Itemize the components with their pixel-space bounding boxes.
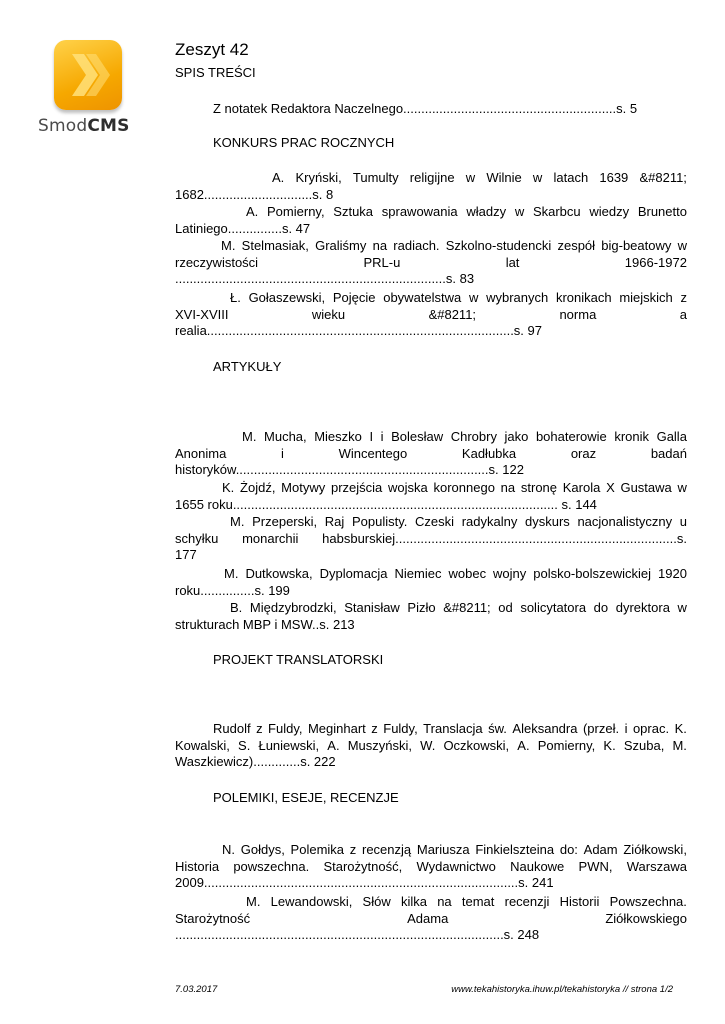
- entry-word: Pomierny,: [267, 204, 325, 219]
- entry-word: na: [372, 238, 388, 253]
- entry-line: [175, 429, 687, 446]
- entry-word: Translacja: [423, 721, 483, 736]
- entry-line: [175, 894, 687, 911]
- entry-word: Stelmasiak,: [241, 238, 309, 253]
- entry-word: Naukowe: [510, 858, 565, 874]
- entry-last-line: Latiniego...............s. 47: [175, 220, 311, 236]
- entry-word: Fuldy,: [268, 721, 303, 736]
- entry-word: Raj: [324, 514, 345, 529]
- entry-word: z: [349, 842, 357, 857]
- entry-word: Ł.: [230, 290, 241, 305]
- entry-word: od: [498, 600, 513, 615]
- entry-word: wojny: [493, 566, 527, 581]
- entry-line: [175, 738, 687, 755]
- entry-word: radiach.: [393, 238, 440, 253]
- entry-word: M.: [246, 894, 261, 909]
- section-heading-polemiki: POLEMIKI, ESEJE, RECENZJE: [213, 790, 399, 805]
- entry-word: (przeł.: [582, 721, 620, 736]
- entry-word: zespół: [557, 238, 596, 253]
- entry-word: Powszechna.: [609, 894, 687, 909]
- entry-last-line: realia.....................................................................................s. 97: [175, 323, 542, 338]
- entry-word: Aleksandra: [512, 721, 578, 736]
- entry-line: [175, 600, 687, 617]
- entry-word: A.: [246, 204, 259, 219]
- entry-last-line: 2009.......................................................................................s. 241: [175, 875, 554, 890]
- entry-word: habsburskiej..............................................................................s.: [322, 530, 687, 546]
- toc-entry: [175, 429, 687, 479]
- entry-line: [175, 307, 687, 324]
- entry-word: recenzją: [361, 842, 412, 857]
- entry-word: X: [606, 480, 615, 495]
- entry-word: K.: [603, 737, 616, 753]
- entry-word: latach: [553, 170, 589, 185]
- entry-word: Starożytność: [175, 910, 251, 926]
- entry-word: Słów: [362, 894, 391, 909]
- entry-word: Brunetto: [637, 204, 687, 219]
- entry-word: Starożytność,: [323, 858, 403, 874]
- entry-word: Sztuka: [333, 204, 374, 219]
- entry-word: S.: [238, 737, 251, 753]
- toc-entry: [175, 170, 687, 203]
- entry-word: Niemiec: [394, 566, 442, 581]
- entry-word: sprawowania: [381, 204, 458, 219]
- entry-word: PWN,: [578, 858, 613, 874]
- entry-line: [175, 290, 687, 307]
- section-heading-artykuly: ARTYKUŁY: [213, 359, 282, 374]
- entry-word: M.: [230, 514, 245, 529]
- entry-word: Pomierny,: [537, 737, 596, 753]
- entry-line: [175, 238, 687, 255]
- entry-word: Wydawnictwo: [416, 858, 496, 874]
- entry-word: W.: [420, 737, 436, 753]
- entry-word: monarchii: [242, 530, 299, 546]
- entry-line: [175, 514, 687, 531]
- entry-word: Chrobry: [450, 429, 497, 444]
- entry-line: [175, 911, 687, 928]
- entry-word: Dyplomacja: [319, 566, 388, 581]
- entry-word: Warszawa: [626, 858, 687, 874]
- entry-word: badań: [650, 445, 687, 461]
- entry-word: B.: [230, 600, 243, 615]
- entry-word: 1966-1972: [624, 254, 687, 270]
- entry-word: I: [369, 429, 374, 444]
- entry-word: oprac.: [632, 721, 670, 736]
- entry-word: Żojdź,: [240, 480, 276, 495]
- entry-word: św.: [488, 721, 507, 736]
- entry-word: do: [593, 600, 609, 615]
- entry-word: w: [514, 204, 525, 219]
- entry-last-line: historyków......................................................................s. 122: [175, 462, 524, 477]
- entry-word: Tumulty: [352, 170, 399, 185]
- footer-source: www.tekahistoryka.ihuw.pl/tekahistoryka // strona 1/2: [451, 984, 673, 995]
- footer-date: 7.03.2017: [175, 984, 218, 995]
- entry-line: [175, 446, 687, 463]
- entry-word: i: [380, 429, 384, 444]
- entry-word: A.: [327, 737, 340, 753]
- entry-word: norma: [559, 306, 597, 322]
- issue-title: Zeszyt 42: [175, 40, 249, 59]
- entry-word: w: [677, 238, 687, 253]
- entry-word: Gołaszewski,: [248, 290, 326, 305]
- entry-word: miejskich: [619, 290, 673, 305]
- entry-word: big-beatowy: [601, 238, 672, 253]
- entry-line: [175, 842, 687, 859]
- entry-word: Dutkowska,: [245, 566, 313, 581]
- entry-word: kronik: [614, 429, 650, 444]
- entry-word: wojska: [388, 480, 428, 495]
- entry-word: wieku: [311, 306, 346, 322]
- entry-word: Kadłubka: [461, 445, 517, 461]
- entry-last-line: ...........................................................................s. 83: [175, 271, 475, 286]
- entry-word: Lewandowski,: [270, 894, 353, 909]
- entry-word: M.: [242, 429, 257, 444]
- entry-word: Motywy: [281, 480, 326, 495]
- entry-word: Szkolno-studencki: [445, 238, 552, 253]
- entry-word: dyrektora: [615, 600, 670, 615]
- toc-entry: [175, 480, 687, 513]
- entry-word: oraz: [570, 445, 597, 461]
- entry-word: i: [624, 721, 628, 736]
- entry-word: A.: [272, 170, 285, 185]
- toc-entry: [175, 600, 687, 633]
- toc-entry: [175, 894, 687, 944]
- entry-word: K.: [674, 721, 687, 736]
- logo-wordmark: SmodCMS: [38, 116, 130, 136]
- entry-word: na: [437, 894, 452, 909]
- entry-word: Muszyński,: [347, 737, 413, 753]
- entry-word: Adama: [407, 910, 449, 926]
- entry-word: &#8211;: [443, 600, 491, 615]
- entry-word: wobec: [448, 566, 487, 581]
- entry-line: [175, 566, 687, 583]
- entry-word: Populisty.: [351, 514, 408, 529]
- entry-word: Łuniewski,: [258, 737, 320, 753]
- entry-word: schyłku: [175, 530, 219, 546]
- entry-word: bohaterowie: [535, 429, 607, 444]
- entry-word: Ziółkowskiego: [605, 910, 687, 926]
- entry-word: N.: [222, 842, 235, 857]
- entry-word: &#8211;: [428, 306, 477, 322]
- entry-word: M.: [672, 737, 687, 753]
- entry-word: Finkielszteina: [475, 842, 555, 857]
- entry-word: K.: [222, 480, 235, 495]
- entry-line: [175, 480, 687, 497]
- entry-word: PRL-u: [363, 254, 401, 270]
- entry-last-line: 1655 roku.......................................................................................... s. 144: [175, 496, 597, 512]
- entry-word: a: [679, 306, 687, 322]
- entry-word: do:: [559, 842, 578, 857]
- entry-word: władzy: [466, 204, 507, 219]
- entry-word: Karola: [562, 480, 601, 495]
- entry-word: radykalny: [461, 514, 518, 529]
- entry-word: kronikach: [555, 290, 612, 305]
- entry-word: Ziółkowski,: [623, 842, 687, 857]
- entry-word: M.: [221, 238, 236, 253]
- entry-word: kilka: [400, 894, 427, 909]
- entry-word: dyskurs: [525, 514, 570, 529]
- entry-last-line: 1682..............................s. 8: [175, 186, 334, 202]
- entry-word: Wilnie: [486, 170, 522, 185]
- entry-word: Gustawa: [620, 480, 672, 495]
- entry-word: Graliśmy: [315, 238, 367, 253]
- entry-word: Polemika: [290, 842, 345, 857]
- entry-word: Szuba,: [623, 737, 665, 753]
- entry-last-line: 177: [175, 547, 197, 562]
- entry-word: z: [256, 721, 263, 736]
- toc-entry: [175, 238, 687, 288]
- entry-word: religijne: [409, 170, 455, 185]
- entry-word: Gołdys,: [240, 842, 285, 857]
- entry-word: Bolesław: [391, 429, 444, 444]
- entry-line: [175, 255, 687, 272]
- entry-word: Skarbcu: [532, 204, 581, 219]
- toc-entry: [175, 514, 687, 564]
- entry-word: Wincentego: [338, 445, 408, 461]
- entry-word: w: [465, 170, 476, 185]
- entry-word: na: [500, 480, 516, 495]
- entry-word: Galla: [656, 429, 687, 444]
- entry-word: rzeczywistości: [175, 254, 259, 270]
- entry-word: solicytatora: [520, 600, 587, 615]
- entry-last-line: roku...............s. 199: [175, 582, 290, 598]
- entry-word: Mieszko: [314, 429, 362, 444]
- entry-word: XVI-XVIII: [175, 306, 229, 322]
- entry-line: [175, 204, 687, 221]
- section-heading-projekt: PROJEKT TRANSLATORSKI: [213, 652, 384, 667]
- entry-word: u: [679, 514, 687, 529]
- entry-last-line: ...........................................................................................s. 248: [175, 927, 540, 942]
- entry-word: z: [680, 290, 687, 305]
- entry-word: w: [677, 600, 687, 615]
- entry-word: w: [468, 290, 479, 305]
- entry-word: wiedzy: [589, 204, 630, 219]
- entry-word: Międzybrodzki,: [249, 600, 337, 615]
- entry-word: 1920: [658, 566, 687, 581]
- entry-word: lat: [505, 254, 520, 270]
- entry-word: stronę: [520, 480, 558, 495]
- entry-word: Adam: [583, 842, 618, 857]
- entry-line: [175, 170, 687, 187]
- entry-word: i: [281, 445, 284, 461]
- entry-word: Pizło: [407, 600, 436, 615]
- entry-word: w: [532, 170, 543, 185]
- toc-entry: [175, 842, 687, 892]
- entry-word: Historia: [175, 858, 220, 874]
- entry-word: M.: [224, 566, 239, 581]
- entry-line: [175, 859, 687, 876]
- entry-word: w: [677, 480, 687, 495]
- entry-word: Historii: [559, 894, 600, 909]
- entry-word: Czeski: [415, 514, 455, 529]
- entry-word: obywatelstwa: [383, 290, 462, 305]
- entry-word: temat: [461, 894, 495, 909]
- entry-line: [175, 531, 687, 548]
- toc-entry: [175, 290, 687, 340]
- entry-word: przejścia: [330, 480, 383, 495]
- entry-word: Stanisław: [344, 600, 400, 615]
- entry-word: Mucha,: [264, 429, 307, 444]
- entry-word: &#8211;: [639, 170, 687, 185]
- entry-word: wybranych: [486, 290, 549, 305]
- double-chevron-icon: [54, 40, 122, 110]
- entry-word: z: [371, 721, 378, 736]
- entry-word: koronnego: [433, 480, 495, 495]
- entry-word: nacjonalistyczny: [577, 514, 673, 529]
- entry-last-line: Waszkiewicz).............s. 222: [175, 754, 336, 769]
- entry-word: Przeperski,: [252, 514, 318, 529]
- entry-word: Kryński,: [295, 170, 342, 185]
- editor-note-entry: Z notatek Redaktora Naczelnego...........................................................s. 5: [213, 101, 638, 116]
- entry-last-line: strukturach MBP i MSW..s. 213: [175, 616, 355, 632]
- entry-word: polsko-bolszewickiej: [533, 566, 652, 581]
- entry-word: Fuldy,: [383, 721, 418, 736]
- toc-entry: [175, 721, 687, 771]
- entry-word: Rudolf: [213, 721, 251, 736]
- entry-word: recenzji: [504, 894, 550, 909]
- entry-word: Oczkowski,: [443, 737, 510, 753]
- entry-word: jako: [504, 429, 529, 444]
- entry-word: Kowalski,: [175, 737, 230, 753]
- toc-entry: [175, 566, 687, 599]
- entry-line: [175, 721, 687, 738]
- entry-word: powszechna.: [233, 858, 310, 874]
- entry-word: Anonima: [175, 445, 227, 461]
- entry-word: Meginhart: [307, 721, 366, 736]
- section-heading-konkurs: KONKURS PRAC ROCZNYCH: [213, 135, 395, 150]
- smodcms-logo: [38, 40, 140, 138]
- toc-heading: SPIS TREŚCI: [175, 65, 256, 80]
- entry-word: 1639: [599, 170, 629, 185]
- entry-word: Pojęcie: [332, 290, 376, 305]
- entry-word: Mariusza: [416, 842, 470, 857]
- toc-entry: [175, 204, 687, 237]
- entry-word: A.: [517, 737, 530, 753]
